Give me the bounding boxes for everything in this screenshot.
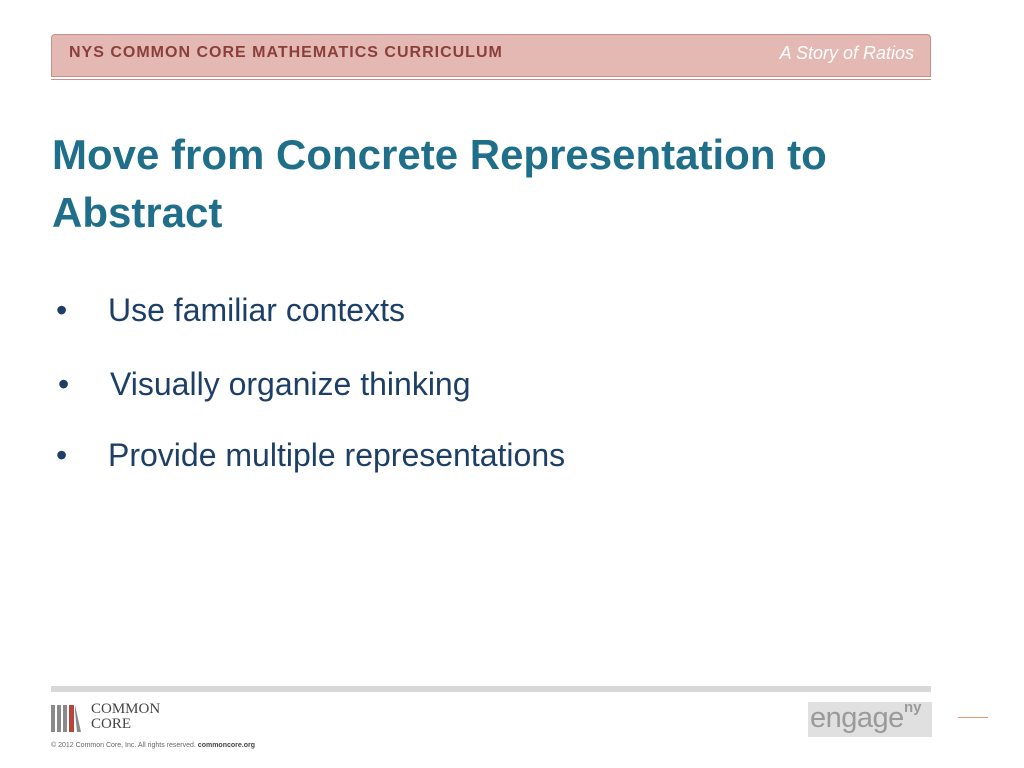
bullet-point-icon: • (56, 437, 68, 473)
bullet-point-icon: • (58, 366, 70, 402)
common-core-wordmark-line: COMMON (91, 701, 161, 717)
module-label: A Story of Ratios (779, 43, 914, 63)
footer-divider (51, 686, 931, 692)
common-core-wordmark (91, 702, 160, 732)
bullet-text: Visually organize thinking (110, 366, 471, 402)
header-banner (51, 34, 931, 77)
copyright-text: © 2012 Common Core, Inc. All rights reserved. (51, 742, 196, 749)
bullet-text: Use familiar contexts (108, 292, 405, 328)
common-core-wordmark-line: CORE (91, 716, 132, 732)
engage-logo-word: engage (810, 702, 904, 734)
website-link[interactable]: commoncore.org (197, 742, 255, 749)
common-core-logo-icon (51, 705, 81, 732)
engage-logo-superscript: ny (904, 699, 922, 716)
header-divider (51, 79, 931, 80)
slide-title: Move from Concrete Representation to Abstract (52, 131, 827, 236)
engage-ny-logo (808, 699, 932, 737)
decorative-dash (958, 717, 988, 718)
bullet-text: Provide multiple representations (108, 437, 566, 473)
bullet-point-icon: • (56, 292, 68, 328)
copyright-notice (51, 742, 255, 749)
curriculum-label: NYS COMMON CORE MATHEMATICS CURRICULUM (69, 44, 503, 61)
